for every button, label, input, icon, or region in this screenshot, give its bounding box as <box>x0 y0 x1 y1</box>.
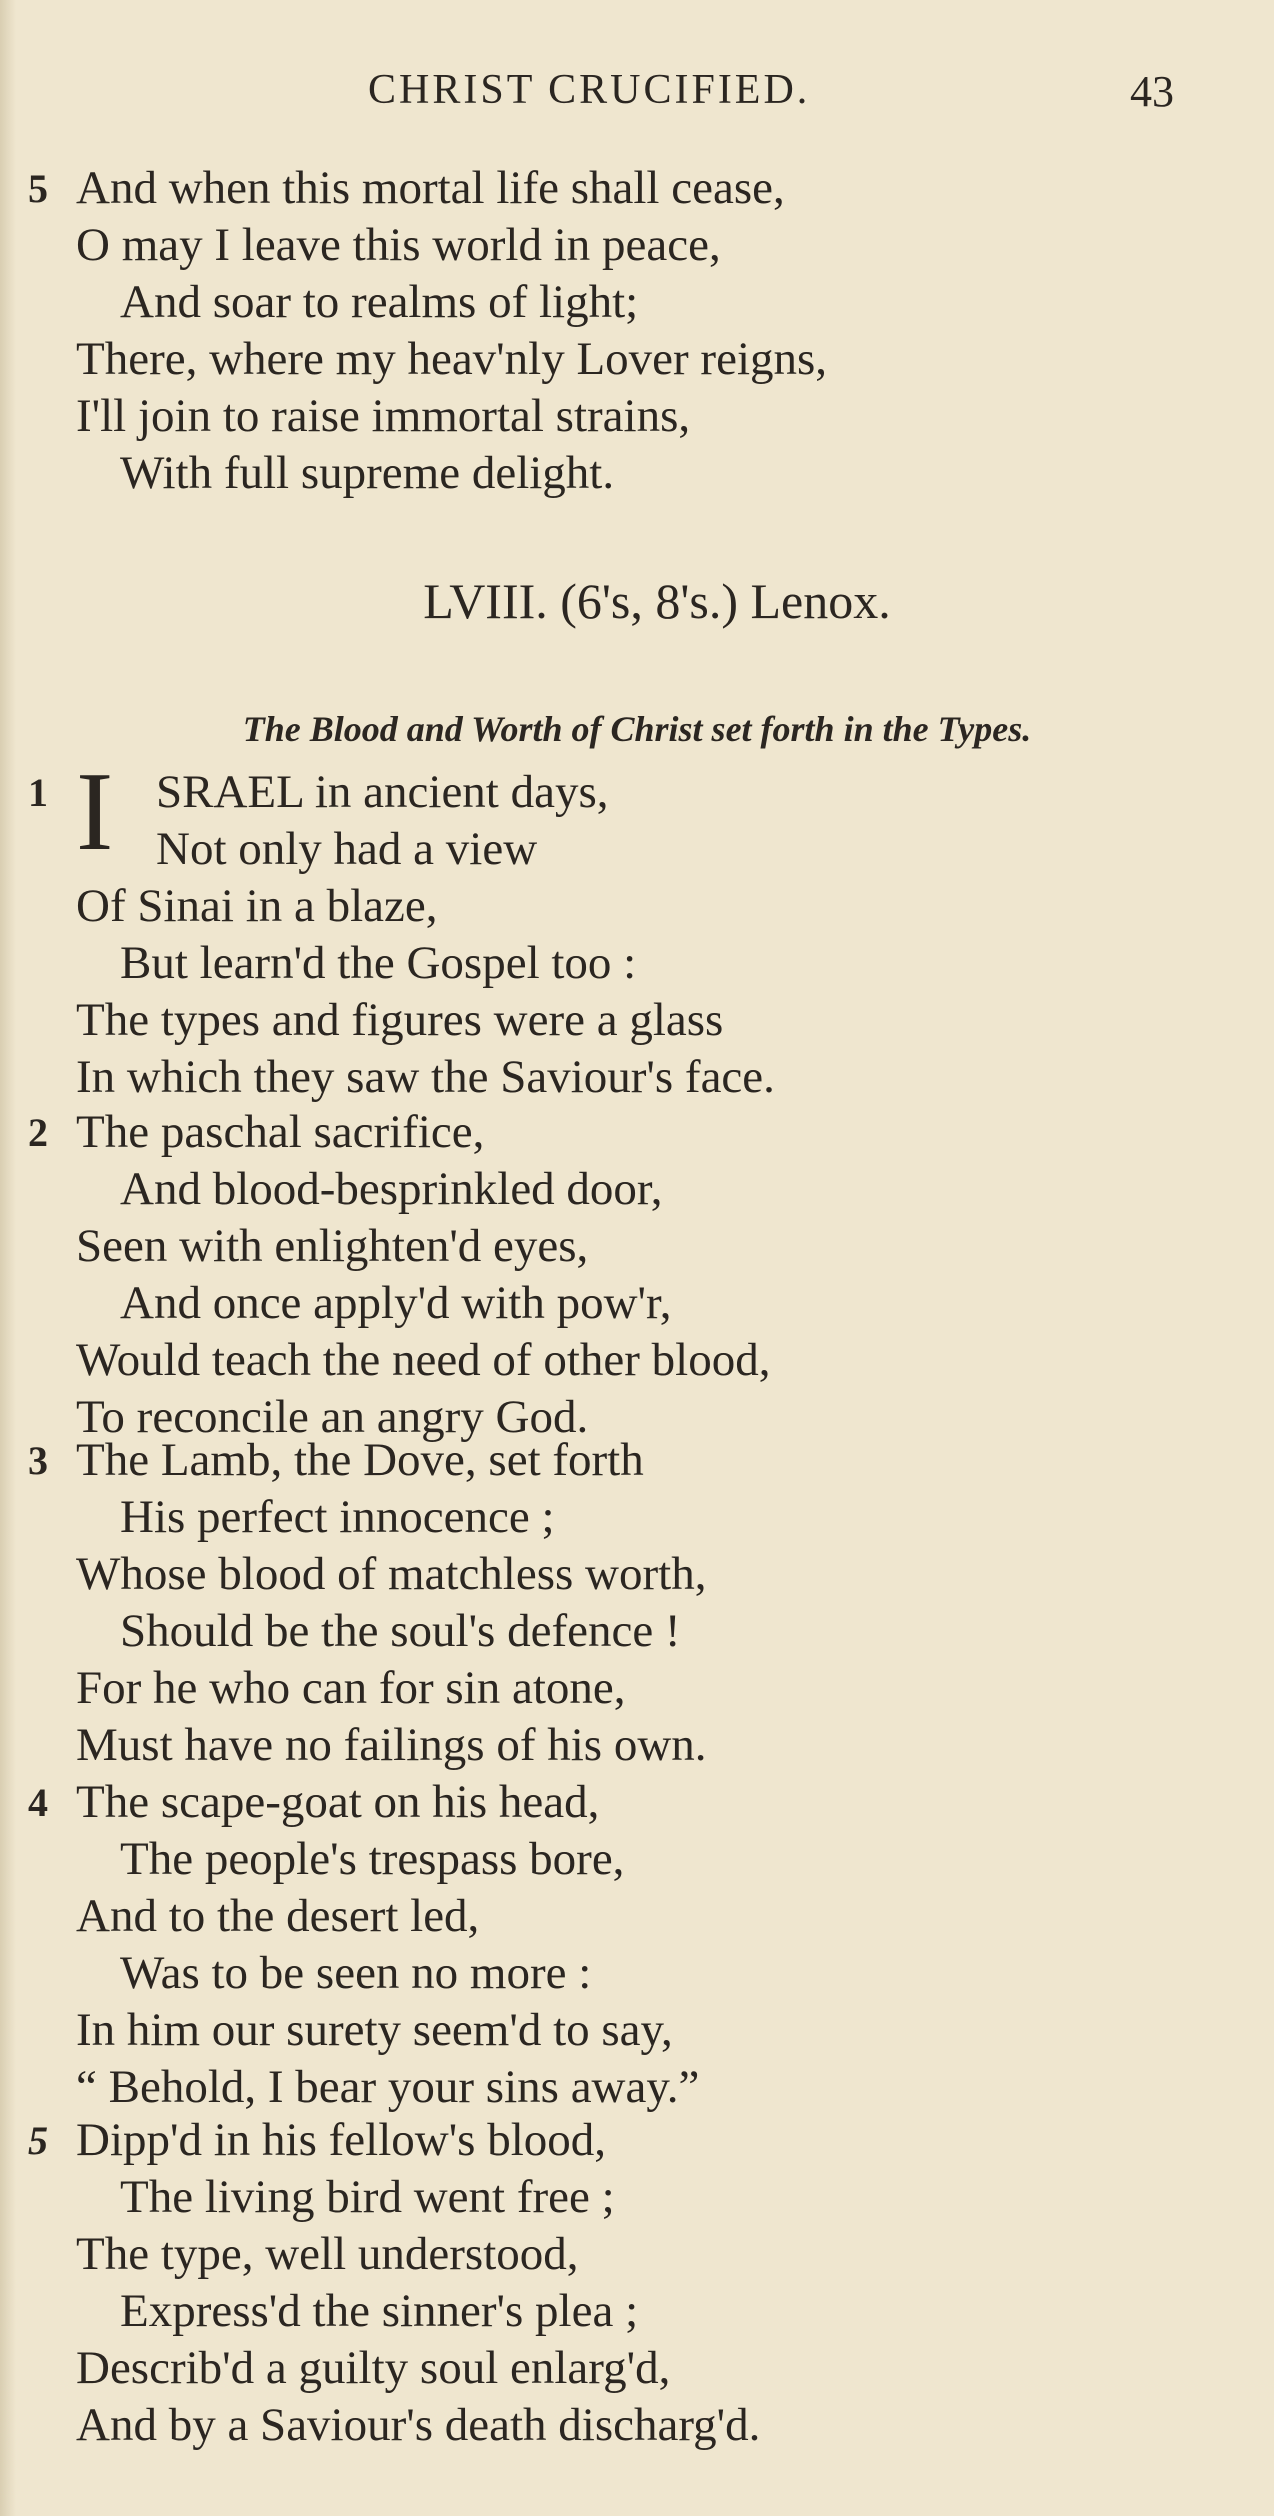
page-header <box>0 66 1274 126</box>
verse-line <box>28 1660 1258 1717</box>
hymn-subtitle: The Blood and Worth of Christ set forth in the Types. <box>242 709 1032 749</box>
verse-text: Would teach the need of other blood, <box>76 1334 771 1386</box>
verse-text: Should be the soul's defence ! <box>120 1605 681 1657</box>
verse-line <box>28 1432 1258 1489</box>
drop-cap: I <box>76 750 114 874</box>
verse-line <box>28 1717 1258 1774</box>
verse-text: To reconcile an angry God. <box>76 1391 589 1443</box>
verse-text: Whose blood of matchless worth, <box>76 1548 707 1600</box>
verse-text: Dipp'd in his fellow's blood, <box>76 2114 607 2166</box>
stanza-number: 4 <box>28 1780 48 1825</box>
verse-line <box>28 1888 1258 1945</box>
verse-text: In which they saw the Saviour's face. <box>76 1051 775 1103</box>
verse-text: Not only had a view <box>156 823 538 875</box>
verse-text: “ Behold, I bear your sins away.” <box>76 2061 700 2113</box>
page-number: 43 <box>1130 67 1174 116</box>
verse-text: The paschal sacrifice, <box>76 1106 485 1158</box>
verse-line <box>28 1161 1258 1218</box>
stanza-1 <box>28 750 1258 1106</box>
verse-line <box>28 1831 1258 1888</box>
verse-line <box>28 2340 1258 2397</box>
verse-line <box>28 1104 1258 1161</box>
verse-text: But learn'd the Gospel too : <box>120 937 637 989</box>
verse-line <box>28 1774 1258 1831</box>
verse-text: And blood-besprinkled door, <box>120 1163 663 1215</box>
verse-line <box>28 2397 1258 2454</box>
stanza-number: 1 <box>28 770 48 815</box>
verse-text: For he who can for sin atone, <box>76 1662 626 1714</box>
verse-text: The scape-goat on his head, <box>76 1776 600 1828</box>
verse-text: In him our surety seem'd to say, <box>76 2004 673 2056</box>
verse-text: Seen with enlighten'd eyes, <box>76 1220 589 1272</box>
verse-text: Was to be seen no more : <box>120 1947 592 1999</box>
verse-text: SRAEL in ancient days, <box>156 766 609 818</box>
hymn-number-line: LVIII. (6's, 8's.) Lenox. <box>423 573 891 629</box>
verse-line <box>28 878 1258 935</box>
verse-line <box>28 274 1258 331</box>
verse-text: With full supreme delight. <box>120 447 615 499</box>
verse-line <box>28 388 1258 445</box>
verse-text: Describ'd a guilty soul enlarg'd, <box>76 2342 671 2394</box>
verse-line <box>28 2226 1258 2283</box>
verse-line <box>28 2169 1258 2226</box>
stanza-3 <box>28 1432 1258 1774</box>
stanza-number: 5 <box>28 2118 48 2163</box>
verse-text: There, where my heav'nly Lover reigns, <box>76 333 828 385</box>
verse-text: The Lamb, the Dove, set forth <box>76 1434 644 1486</box>
verse-text: Of Sinai in a blaze, <box>76 880 438 932</box>
verse-line <box>28 1603 1258 1660</box>
verse-text: And by a Saviour's death discharg'd. <box>76 2399 761 2451</box>
verse-text: Express'd the sinner's plea ; <box>120 2285 639 2337</box>
prev-stanza-5 <box>28 160 1258 502</box>
verse-text: And once apply'd with pow'r, <box>120 1277 672 1329</box>
verse-line <box>28 1218 1258 1275</box>
stanza-2 <box>28 1104 1258 1446</box>
verse-text: And soar to realms of light; <box>120 276 639 328</box>
verse-line <box>28 1275 1258 1332</box>
verse-line <box>28 1945 1258 2002</box>
stanza-number: 5 <box>28 166 48 211</box>
verse-line <box>28 2112 1258 2169</box>
verse-line <box>28 821 1258 878</box>
stanza-5 <box>28 2112 1258 2454</box>
verse-text: The living bird went free ; <box>120 2171 615 2223</box>
stanza-number: 3 <box>28 1438 48 1483</box>
verse-line <box>28 160 1258 217</box>
running-title: CHRIST CRUCIFIED. <box>368 67 811 113</box>
verse-line <box>28 1546 1258 1603</box>
verse-text: And to the desert led, <box>76 1890 480 1942</box>
verse-line <box>28 1489 1258 1546</box>
hymn-heading <box>0 572 1274 630</box>
verse-text: The types and figures were a glass <box>76 994 724 1046</box>
verse-text: His perfect innocence ; <box>120 1491 555 1543</box>
verse-line <box>28 1049 1258 1106</box>
verse-line <box>28 445 1258 502</box>
verse-line <box>28 2002 1258 2059</box>
verse-text: And when this mortal life shall cease, <box>76 162 785 214</box>
verse-text: Must have no failings of his own. <box>76 1719 707 1771</box>
stanza-4 <box>28 1774 1258 2116</box>
verse-line <box>28 2059 1258 2116</box>
verse-line <box>28 331 1258 388</box>
verse-line <box>28 1332 1258 1389</box>
verse-line <box>28 935 1258 992</box>
verse-line <box>28 2283 1258 2340</box>
stanza-number: 2 <box>28 1110 48 1155</box>
verse-text: The type, well understood, <box>76 2228 579 2280</box>
verse-text: The people's trespass bore, <box>120 1833 625 1885</box>
verse-text: O may I leave this world in peace, <box>76 219 721 271</box>
verse-line <box>28 992 1258 1049</box>
verse-text: I'll join to raise immortal strains, <box>76 390 691 442</box>
verse-line <box>28 217 1258 274</box>
